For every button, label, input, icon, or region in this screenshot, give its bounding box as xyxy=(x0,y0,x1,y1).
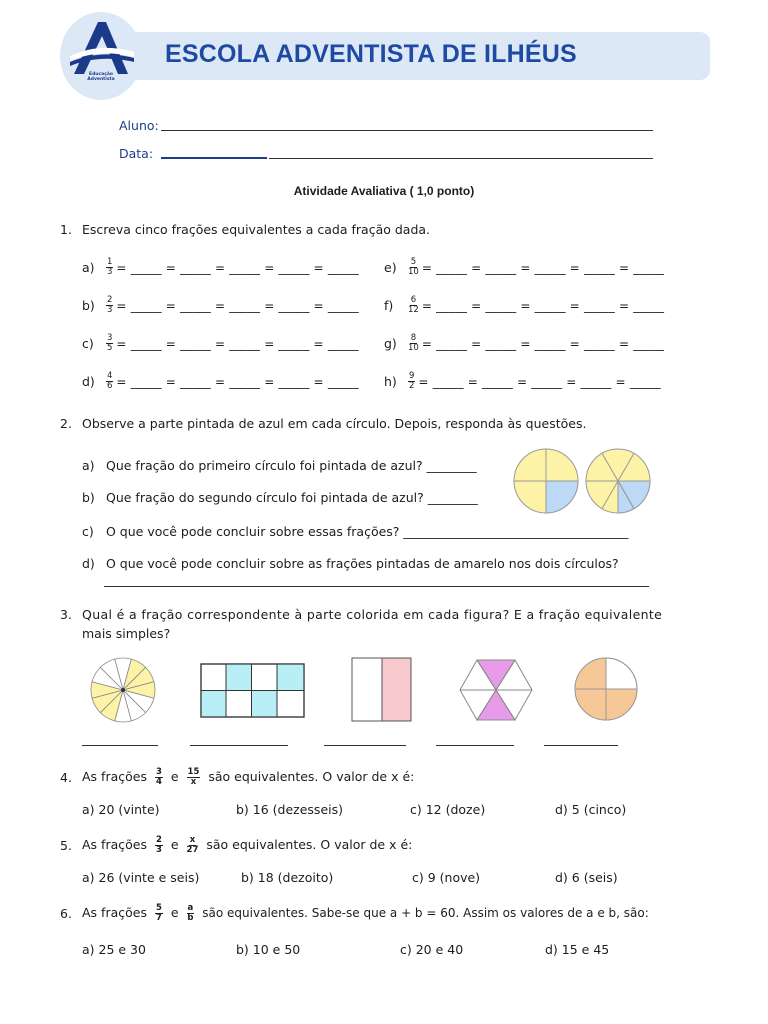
q4-f1-num: 3 xyxy=(155,767,162,777)
q1-item-blanks[interactable]: = _____ = _____ = _____ = _____ = _____ xyxy=(116,336,359,351)
q1-item-den: 2 xyxy=(409,381,415,391)
q5-prefix: As frações xyxy=(82,837,147,852)
q1-item-label: e) xyxy=(384,260,397,275)
q2a-label: a) xyxy=(82,458,95,473)
q5-connector: e xyxy=(170,837,179,852)
q3-number: 3. xyxy=(60,607,72,622)
q2-text: Observe a parte pintada de azul em cada círculo. Depois, responda às questões. xyxy=(82,416,587,431)
q3-fig-rectangle xyxy=(201,664,304,717)
q4-f2-num: 15 xyxy=(187,767,200,777)
q3-figures xyxy=(80,652,660,732)
q1-item-den: 10 xyxy=(408,343,419,353)
q2a xyxy=(82,458,477,473)
q2-circle-1 xyxy=(514,449,578,513)
q6-option-d[interactable]: d) 15 e 45 xyxy=(545,942,610,957)
q2b xyxy=(82,490,478,505)
q5-option-b[interactable]: b) 18 (dezoito) xyxy=(241,870,334,885)
q5-f2-den: 27 xyxy=(186,845,199,855)
q4-text xyxy=(82,764,414,790)
q1-item-fraction xyxy=(408,258,419,277)
q1-item-blanks[interactable]: = _____ = _____ = _____ = _____ = _____ xyxy=(116,374,359,389)
q5-option-d[interactable]: d) 6 (seis) xyxy=(555,870,618,885)
q5-f2-num: x xyxy=(189,835,196,845)
q2-circles-figure xyxy=(512,447,662,515)
q2c-label: c) xyxy=(82,524,94,539)
q3-answer-line-4[interactable] xyxy=(436,745,514,746)
q1-item-fraction xyxy=(408,372,415,391)
q2d-label: d) xyxy=(82,556,95,571)
q5-option-c[interactable]: c) 9 (nove) xyxy=(412,870,481,885)
q5-text xyxy=(82,832,412,858)
q1-item-blanks[interactable]: = _____ = _____ = _____ = _____ = _____ xyxy=(418,374,661,389)
school-logo xyxy=(60,12,142,100)
q5-option-a[interactable]: a) 26 (vinte e seis) xyxy=(82,870,200,885)
q6-fraction-1 xyxy=(155,904,163,923)
q1-item-fraction xyxy=(106,296,113,315)
q1-item-num: 8 xyxy=(410,333,417,343)
q1-item-fraction xyxy=(106,372,113,391)
q1-item-label: d) xyxy=(82,374,95,389)
q6-f1-den: 7 xyxy=(155,913,162,923)
q4-prefix: As frações xyxy=(82,769,147,784)
q1-item-fraction xyxy=(408,334,419,353)
logo-text xyxy=(80,72,122,82)
q3-answer-line-2[interactable] xyxy=(190,745,288,746)
q1-text: Escreva cinco frações equivalentes a cada fração dada. xyxy=(82,222,431,237)
q1-item-e xyxy=(384,258,664,277)
q1-item-d xyxy=(82,372,359,391)
aluno-field xyxy=(119,118,159,133)
q1-item-num: 5 xyxy=(410,257,417,267)
q1-item-den: 12 xyxy=(408,305,419,315)
q3-circle-center xyxy=(121,688,125,692)
logo-text-line1: Educação xyxy=(89,72,113,77)
q6-number: 6. xyxy=(60,906,72,921)
q5-fraction-1 xyxy=(155,836,163,855)
q1-item-blanks[interactable]: = _____ = _____ = _____ = _____ = _____ xyxy=(116,260,359,275)
q1-item-fraction xyxy=(106,258,113,277)
q6-option-b[interactable]: b) 10 e 50 xyxy=(236,942,301,957)
q3-text-line2: mais simples? xyxy=(82,626,171,641)
q5-suffix: são equivalentes. O valor de x é: xyxy=(206,837,413,852)
q1-item-num: 4 xyxy=(107,371,113,381)
q1-item-den: 3 xyxy=(107,305,113,315)
q1-item-fraction xyxy=(408,296,419,315)
q5-f1-den: 3 xyxy=(155,845,162,855)
q1-item-num: 9 xyxy=(409,371,415,381)
q1-item-den: 5 xyxy=(107,343,113,353)
q6-connector: e xyxy=(170,905,179,920)
q2b-label: b) xyxy=(82,490,95,505)
q1-item-b xyxy=(82,296,359,315)
aluno-label: Aluno: xyxy=(119,118,159,133)
data-rest-line xyxy=(269,158,653,159)
q4-option-d[interactable]: d) 5 (cinco) xyxy=(555,802,627,817)
q3-fig-circle-twelfths xyxy=(91,658,155,722)
q1-item-den: 3 xyxy=(107,267,113,277)
q4-number: 4. xyxy=(60,770,72,785)
data-input-line[interactable] xyxy=(161,157,267,159)
q2b-text: Que fração do segundo círculo foi pintada de azul? ________ xyxy=(106,490,478,505)
q6-f2-num: a xyxy=(187,903,194,913)
q1-item-f xyxy=(384,296,664,315)
q1-item-blanks[interactable]: = _____ = _____ = _____ = _____ = _____ xyxy=(421,260,665,275)
q1-item-fraction xyxy=(106,334,113,353)
q3-answer-line-3[interactable] xyxy=(324,745,406,746)
q2-circle-2 xyxy=(586,449,650,513)
q1-item-label: h) xyxy=(384,374,397,389)
q1-item-a xyxy=(82,258,359,277)
q3-fig-rect-halves xyxy=(352,658,411,721)
school-name: ESCOLA ADVENTISTA DE ILHÉUS xyxy=(165,40,577,68)
q1-item-label: g) xyxy=(384,336,397,351)
q3-fig-hexagon xyxy=(460,660,532,720)
q1-item-den: 6 xyxy=(107,381,113,391)
q6-text xyxy=(82,900,649,926)
q3-answer-line-5[interactable] xyxy=(544,745,618,746)
q1-item-label: a) xyxy=(82,260,95,275)
q4-option-b[interactable]: b) 16 (dezesseis) xyxy=(236,802,343,817)
q4-option-c[interactable]: c) 12 (doze) xyxy=(410,802,486,817)
q5-f1-num: 2 xyxy=(155,835,162,845)
q3-fig-circle-quarters xyxy=(575,658,637,720)
q3-text-line1: Qual é a fração correspondente à parte colorida em cada figura? E a fração equivalente xyxy=(82,607,663,622)
q2d-text: O que você pode concluir sobre as frações pintadas de amarelo nos dois círculos? xyxy=(106,556,619,571)
q1-item-num: 2 xyxy=(107,295,113,305)
q6-prefix: As frações xyxy=(82,905,147,920)
q1-item-label: b) xyxy=(82,298,95,313)
q4-fraction-1 xyxy=(155,768,163,787)
q1-item-g xyxy=(384,334,664,353)
q4-option-a[interactable]: a) 20 (vinte) xyxy=(82,802,160,817)
q1-item-num: 6 xyxy=(410,295,417,305)
q1-item-blanks[interactable]: = _____ = _____ = _____ = _____ = _____ xyxy=(421,336,665,351)
q6-suffix: são equivalentes. Sabe-se que a + b = 60. Assim os valores de a e b, são: xyxy=(202,906,649,920)
logo-a-icon xyxy=(60,12,142,100)
q1-item-label: c) xyxy=(82,336,94,351)
q2d xyxy=(82,556,619,571)
q1-item-h xyxy=(384,372,661,391)
q4-f1-den: 4 xyxy=(155,777,162,787)
q2d-answer-line[interactable] xyxy=(104,586,649,587)
q1-item-label: f) xyxy=(384,298,394,313)
data-label: Data: xyxy=(119,146,154,161)
q1-item-num: 1 xyxy=(107,257,113,267)
aluno-input-line[interactable] xyxy=(161,130,653,131)
q6-option-a[interactable]: a) 25 e 30 xyxy=(82,942,146,957)
q3-answer-line-1[interactable] xyxy=(82,745,158,746)
q1-item-blanks[interactable]: = _____ = _____ = _____ = _____ = _____ xyxy=(116,298,359,313)
q2-number: 2. xyxy=(60,416,72,431)
q1-item-blanks[interactable]: = _____ = _____ = _____ = _____ = _____ xyxy=(421,298,665,313)
q5-fraction-2 xyxy=(187,836,199,855)
q1-item-den: 10 xyxy=(408,267,419,277)
q6-option-c[interactable]: c) 20 e 40 xyxy=(400,942,464,957)
q1-item-c xyxy=(82,334,359,353)
q6-f2-den: b xyxy=(187,913,194,923)
q2a-text: Que fração do primeiro círculo foi pintada de azul? ________ xyxy=(106,458,477,473)
q1-number: 1. xyxy=(60,222,72,237)
data-field xyxy=(119,146,153,161)
q1-item-num: 3 xyxy=(107,333,113,343)
q4-f2-den: x xyxy=(190,777,197,787)
q4-fraction-2 xyxy=(187,768,201,787)
q4-suffix: são equivalentes. O valor de x é: xyxy=(208,769,415,784)
q2c-text: O que você pode concluir sobre essas frações? ____________________________________ xyxy=(106,524,629,539)
q6-fraction-2 xyxy=(187,904,195,923)
q4-connector: e xyxy=(170,769,179,784)
activity-title: Atividade Avaliativa ( 1,0 ponto) xyxy=(293,184,475,198)
q6-f1-num: 5 xyxy=(155,903,162,913)
q2c xyxy=(82,524,628,539)
q5-number: 5. xyxy=(60,838,72,853)
logo-text-line2: Adventista xyxy=(87,77,115,82)
